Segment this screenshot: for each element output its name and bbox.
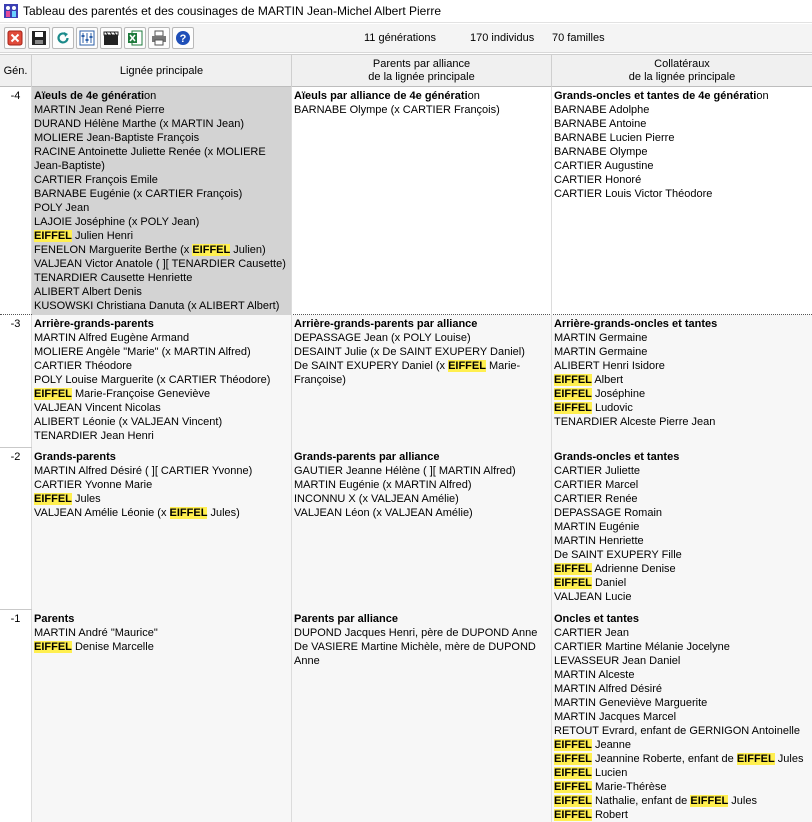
person-entry[interactable] — [554, 145, 810, 159]
text-fragment: LEVASSEUR Jean Daniel — [554, 655, 681, 667]
sliders-icon — [79, 30, 95, 46]
person-entry[interactable] — [554, 752, 810, 766]
video-button[interactable] — [100, 27, 122, 49]
text-fragment: BARNABE Olympe — [554, 146, 648, 158]
header-parents-line1: Parents par alliance — [372, 58, 471, 70]
text-fragment: DEPASSAGE Jean (x POLY Louise) — [294, 332, 471, 344]
individus-count: 170 individus — [470, 32, 535, 44]
person-entry[interactable] — [554, 173, 810, 187]
generation-number: -3 — [0, 315, 32, 447]
text-fragment: LAJOIE Joséphine (x POLY Jean) — [34, 216, 200, 228]
person-entry[interactable] — [34, 640, 289, 654]
person-entry[interactable] — [554, 415, 810, 429]
stats-bar — [364, 32, 605, 44]
floppy-icon — [31, 30, 47, 46]
text-fragment: INCONNU X (x VALJEAN Amélie) — [294, 493, 459, 505]
cell-lignee-principale[interactable] — [32, 448, 292, 610]
person-entry[interactable] — [554, 387, 810, 401]
person-entry[interactable] — [34, 415, 289, 429]
person-entry[interactable] — [294, 331, 549, 345]
person-entry[interactable] — [554, 331, 810, 345]
text-fragment: TENARDIER Causette Henriette — [34, 272, 193, 284]
group-heading — [554, 450, 810, 464]
text-fragment: VALJEAN Victor Anatole ( ][ TENARDIER Causette) — [34, 258, 286, 270]
person-entry[interactable] — [294, 103, 549, 117]
help-button[interactable] — [172, 27, 194, 49]
family-tree-icon — [3, 3, 19, 19]
highlight-eiffel: EIFFEL — [192, 244, 231, 256]
text-fragment: CARTIER Yvonne Marie — [34, 479, 153, 491]
person-entry[interactable] — [554, 401, 810, 415]
person-entry[interactable] — [34, 345, 289, 359]
person-entry[interactable] — [554, 780, 810, 794]
window-title: Tableau des parentés et des cousinages de MARTIN Jean-Michel Albert Pierre — [23, 4, 442, 18]
text-fragment: Arrière-grands-oncles et tantes — [554, 318, 718, 330]
person-entry[interactable] — [34, 229, 289, 243]
text-fragment: POLY Louise Marguerite (x CARTIER Théodore) — [34, 374, 271, 386]
person-entry[interactable] — [34, 173, 289, 187]
text-fragment: Marie-Thérèse — [591, 781, 667, 793]
cell-collateraux[interactable] — [552, 610, 812, 822]
print-button[interactable] — [148, 27, 170, 49]
text-fragment: Marie-Françoise) — [294, 360, 521, 386]
text-fragment: CARTIER Honoré — [554, 174, 642, 186]
highlight-eiffel: EIFFEL — [554, 374, 592, 386]
group-heading — [294, 317, 549, 331]
close-icon — [7, 30, 23, 46]
text-fragment: Joséphine — [591, 388, 646, 400]
person-entry[interactable] — [294, 506, 549, 520]
person-entry[interactable] — [34, 401, 289, 415]
person-entry[interactable] — [554, 373, 810, 387]
text-fragment: Jules — [71, 493, 101, 505]
text-fragment: BARNABE Adolphe — [554, 104, 650, 116]
person-entry[interactable] — [34, 215, 289, 229]
person-entry[interactable] — [34, 478, 289, 492]
person-entry[interactable] — [554, 359, 810, 373]
text-fragment: De SAINT EXUPERY Fille — [554, 549, 682, 561]
text-fragment: MARTIN Alfred Désiré ( ][ CARTIER Yvonne) — [34, 465, 253, 477]
cell-lignee-principale[interactable] — [32, 87, 292, 315]
highlight-eiffel: EIFFEL — [554, 563, 592, 575]
text-fragment: Ludovic — [591, 402, 633, 414]
text-fragment: CARTIER Louis Victor Théodore — [554, 188, 713, 200]
group-heading — [34, 612, 289, 626]
person-entry[interactable] — [34, 299, 289, 313]
text-fragment: CARTIER François Emile — [34, 174, 158, 186]
table-row[interactable] — [0, 448, 812, 610]
text-fragment: Julien) — [230, 244, 266, 256]
person-entry[interactable] — [34, 429, 289, 443]
text-fragment: CARTIER Théodore — [34, 360, 133, 372]
person-entry[interactable] — [554, 654, 810, 668]
highlight-eiffel: EIFFEL — [554, 577, 592, 589]
person-entry[interactable] — [554, 548, 810, 562]
highlight-eiffel: EIFFEL — [554, 402, 592, 414]
relatives-table[interactable] — [0, 54, 812, 822]
text-fragment: CARTIER Juliette — [554, 465, 640, 477]
text-fragment: MARTIN Alfred Eugène Armand — [34, 332, 190, 344]
cell-collateraux[interactable] — [552, 315, 812, 448]
text-fragment: Julien Henri — [71, 230, 134, 242]
group-heading — [554, 612, 810, 626]
text-fragment: Jules — [774, 753, 804, 765]
text-fragment: Adrienne Denise — [591, 563, 676, 575]
generation-number: -4 — [0, 87, 32, 314]
text-fragment: MARTIN Henriette — [554, 535, 644, 547]
text-fragment: Lucien — [591, 767, 628, 779]
header-gen[interactable]: Gén. — [0, 55, 32, 87]
save-button[interactable] — [28, 27, 50, 49]
cell-collateraux[interactable] — [552, 448, 812, 610]
highlight-eiffel: EIFFEL — [34, 388, 72, 400]
text-fragment: MARTIN Eugénie — [554, 521, 640, 533]
clapperboard-icon — [103, 30, 119, 46]
text-fragment: Denise Marcelle — [71, 641, 154, 653]
highlight-eiffel: EIFFEL — [554, 753, 592, 765]
person-entry[interactable] — [554, 590, 810, 604]
text-fragment: BARNABE Olympe (x CARTIER François) — [294, 104, 500, 116]
group-heading — [294, 89, 549, 103]
text-fragment: Robert — [591, 809, 628, 821]
person-entry[interactable] — [34, 271, 289, 285]
text-fragment: De VASIERE Martine Michèle, mère de DUPOND Anne — [294, 641, 536, 667]
text-fragment: Arrière-grands-parents par alliance — [294, 318, 478, 330]
text-fragment: Aïeuls de 4e générati — [34, 90, 145, 102]
text-fragment: Jules — [728, 795, 757, 807]
text-fragment: RETOUT Evrard, enfant de GERNIGON Antoinelle — [554, 725, 800, 737]
cell-parents-alliance[interactable] — [292, 87, 552, 315]
person-entry[interactable] — [34, 187, 289, 201]
cell-collateraux[interactable] — [552, 87, 812, 315]
generation-number: -2 — [0, 448, 32, 609]
person-entry[interactable] — [554, 534, 810, 548]
person-entry[interactable] — [34, 359, 289, 373]
text-fragment: VALJEAN Léon (x VALJEAN Amélie) — [294, 507, 473, 519]
text-fragment: TENARDIER Alceste Pierre Jean — [554, 416, 716, 428]
highlight-eiffel: EIFFEL — [34, 230, 72, 242]
group-heading — [34, 450, 289, 464]
header-collat-line2: de la lignée principale — [628, 71, 736, 83]
highlight-eiffel: EIFFEL — [169, 507, 208, 519]
text-fragment: DESAINT Julie (x De SAINT EXUPERY Daniel) — [294, 346, 525, 358]
person-entry[interactable] — [554, 464, 810, 478]
text-fragment: MARTIN André "Maurice" — [34, 627, 158, 639]
person-entry[interactable] — [554, 576, 810, 590]
person-entry[interactable] — [294, 478, 549, 492]
group-heading — [294, 612, 549, 626]
group-heading — [34, 317, 289, 331]
text-fragment: o — [144, 90, 151, 102]
excel-icon — [127, 30, 143, 46]
person-entry[interactable] — [34, 145, 289, 173]
text-fragment: MARTIN Geneviève Marguerite — [554, 697, 708, 709]
text-fragment: MARTIN Jacques Marcel — [554, 711, 677, 723]
person-entry[interactable] — [554, 668, 810, 682]
person-entry[interactable] — [554, 117, 810, 131]
person-entry[interactable] — [554, 159, 810, 173]
text-fragment: on — [756, 90, 769, 102]
header-collat-line1: Collatéraux — [654, 58, 710, 70]
group-heading — [34, 89, 289, 103]
text-fragment: FENELON Marguerite Berthe (x — [34, 244, 193, 256]
person-entry[interactable] — [34, 626, 289, 640]
text-fragment: CARTIER Augustine — [554, 160, 654, 172]
text-fragment: DURAND Hélène Marthe (x MARTIN Jean) — [34, 118, 245, 130]
excel-button[interactable] — [124, 27, 146, 49]
highlight-eiffel: EIFFEL — [690, 795, 729, 807]
text-fragment: ALIBERT Léonie (x VALJEAN Vincent) — [34, 416, 223, 428]
close-button[interactable] — [4, 27, 26, 49]
text-fragment: ALIBERT Henri Isidore — [554, 360, 665, 372]
text-fragment: Aïeuls par alliance de 4e générati — [294, 90, 468, 102]
person-entry[interactable] — [554, 187, 810, 201]
printer-icon — [151, 30, 167, 46]
title-bar — [0, 0, 812, 23]
toolbar — [0, 24, 812, 53]
text-fragment: Albert — [591, 374, 624, 386]
table-row[interactable] — [0, 315, 812, 448]
text-fragment: MOLIERE Jean-Baptiste François — [34, 132, 200, 144]
text-fragment: VALJEAN Amélie Léonie (x — [34, 507, 170, 519]
text-fragment: POLY Jean — [34, 202, 90, 214]
person-entry[interactable] — [294, 464, 549, 478]
text-fragment: BARNABE Lucien Pierre — [554, 132, 675, 144]
text-fragment: MARTIN Alfred Désiré — [554, 683, 662, 695]
person-entry[interactable] — [554, 724, 810, 738]
person-entry[interactable] — [554, 506, 810, 520]
header-parents-alliance[interactable] — [292, 55, 552, 87]
person-entry[interactable] — [554, 808, 810, 822]
person-entry[interactable] — [554, 766, 810, 780]
person-entry[interactable] — [554, 345, 810, 359]
person-entry[interactable] — [34, 257, 289, 271]
text-fragment: BARNABE Antoine — [554, 118, 647, 130]
table-header — [0, 55, 812, 87]
text-fragment: DEPASSAGE Romain — [554, 507, 663, 519]
person-entry[interactable] — [554, 696, 810, 710]
person-entry[interactable] — [554, 562, 810, 576]
text-fragment: DUPOND Jacques Henri, père de DUPOND Anne — [294, 627, 538, 639]
person-entry[interactable] — [554, 131, 810, 145]
refresh-button[interactable] — [52, 27, 74, 49]
text-fragment: Oncles et tantes — [554, 613, 639, 625]
person-entry[interactable] — [294, 345, 549, 359]
generation-number: -1 — [0, 610, 32, 822]
text-fragment: Nathalie, enfant de — [591, 795, 691, 807]
text-fragment: VALJEAN Vincent Nicolas — [34, 402, 161, 414]
text-fragment: Jeannine Roberte, enfant de — [591, 753, 737, 765]
group-heading — [294, 450, 549, 464]
person-entry[interactable] — [554, 478, 810, 492]
person-entry[interactable] — [554, 682, 810, 696]
group-heading — [554, 89, 810, 103]
table-row[interactable] — [0, 610, 812, 822]
highlight-eiffel: EIFFEL — [554, 388, 592, 400]
generations-count: 11 générations — [364, 32, 436, 44]
familles-count: 70 familles — [552, 32, 605, 44]
text-fragment: Jeanne — [591, 739, 632, 751]
text-fragment: CARTIER Martine Mélanie Jocelyne — [554, 641, 730, 653]
highlight-eiffel: EIFFEL — [34, 493, 72, 505]
header-lignee[interactable]: Lignée principale — [32, 55, 292, 87]
person-entry[interactable] — [554, 492, 810, 506]
refresh-icon — [55, 30, 71, 46]
text-fragment: Daniel — [591, 577, 627, 589]
person-entry[interactable] — [34, 117, 289, 131]
text-fragment: Grands-oncles et tantes de 4e générati — [554, 90, 757, 102]
highlight-eiffel: EIFFEL — [448, 360, 486, 372]
text-fragment: MARTIN Jean René Pierre — [34, 104, 165, 116]
text-fragment: CARTIER Renée — [554, 493, 638, 505]
person-entry[interactable] — [554, 710, 810, 724]
settings-button[interactable] — [76, 27, 98, 49]
cell-parents-alliance[interactable] — [292, 315, 552, 448]
highlight-eiffel: EIFFEL — [554, 795, 592, 807]
text-fragment: CARTIER Marcel — [554, 479, 639, 491]
person-entry[interactable] — [34, 464, 289, 478]
person-entry[interactable] — [294, 492, 549, 506]
person-entry[interactable] — [34, 331, 289, 345]
person-entry[interactable] — [34, 506, 289, 520]
text-fragment: RACINE Antoinette Juliette Renée (x MOLIERE Jean-Baptiste) — [34, 146, 266, 172]
text-fragment: Parents — [34, 613, 75, 625]
text-fragment: MOLIERE Angèle "Marie" (x MARTIN Alfred) — [34, 346, 251, 358]
help-icon — [175, 30, 191, 46]
text-fragment: BARNABE Eugénie (x CARTIER François) — [34, 188, 243, 200]
text-fragment: TENARDIER Jean Henri — [34, 430, 154, 442]
person-entry[interactable] — [34, 387, 289, 401]
text-fragment: MARTIN Germaine — [554, 332, 648, 344]
table-row[interactable] — [0, 87, 812, 315]
text-fragment: KUSOWSKI Christiana Danuta (x ALIBERT Albert) — [34, 300, 280, 312]
highlight-eiffel: EIFFEL — [736, 753, 775, 765]
highlight-eiffel: EIFFEL — [554, 739, 592, 751]
text-fragment: MARTIN Eugénie (x MARTIN Alfred) — [294, 479, 472, 491]
person-entry[interactable] — [294, 359, 549, 387]
text-fragment: Arrière-grands-parents — [34, 318, 154, 330]
person-entry[interactable] — [34, 285, 289, 299]
person-entry[interactable] — [34, 492, 289, 506]
text-fragment: VALJEAN Lucie — [554, 591, 632, 603]
header-parents-line2: de la lignée principale — [368, 71, 475, 83]
text-fragment: ALIBERT Albert Denis — [34, 286, 142, 298]
text-fragment: Grands-parents — [34, 451, 116, 463]
text-fragment: Jules) — [207, 507, 240, 519]
text-fragment: MARTIN Germaine — [554, 346, 648, 358]
text-fragment: GAUTIER Jeanne Hélène ( ][ MARTIN Alfred) — [294, 465, 516, 477]
person-entry[interactable] — [294, 640, 549, 668]
svg-text:?: ? — [179, 33, 187, 45]
text-fragment: Marie-Françoise Geneviève — [71, 388, 211, 400]
person-entry[interactable] — [554, 626, 810, 640]
person-entry[interactable] — [34, 103, 289, 117]
highlight-eiffel: EIFFEL — [34, 641, 72, 653]
text-fragment: Parents par alliance — [294, 613, 398, 625]
person-entry[interactable] — [34, 131, 289, 145]
cell-lignee-principale[interactable] — [32, 610, 292, 822]
group-heading — [554, 317, 810, 331]
text-fragment: CARTIER Jean — [554, 627, 629, 639]
cell-lignee-principale[interactable] — [32, 315, 292, 448]
text-fragment: MARTIN Alceste — [554, 669, 635, 681]
person-entry[interactable] — [34, 373, 289, 387]
person-entry[interactable] — [554, 794, 810, 808]
cell-parents-alliance[interactable] — [292, 448, 552, 610]
text-fragment: Grands-parents par alliance — [294, 451, 440, 463]
person-entry[interactable] — [554, 640, 810, 654]
person-entry[interactable] — [34, 201, 289, 215]
person-entry[interactable] — [554, 738, 810, 752]
header-collateraux[interactable] — [552, 55, 812, 87]
person-entry[interactable] — [34, 243, 289, 257]
text-fragment: De SAINT EXUPERY Daniel (x — [294, 360, 449, 372]
highlight-eiffel: EIFFEL — [554, 767, 592, 779]
highlight-eiffel: EIFFEL — [554, 781, 592, 793]
cell-parents-alliance[interactable] — [292, 610, 552, 822]
person-entry[interactable] — [294, 626, 549, 640]
person-entry[interactable] — [554, 520, 810, 534]
text-fragment: Grands-oncles et tantes — [554, 451, 680, 463]
person-entry[interactable] — [554, 103, 810, 117]
text-fragment: n — [150, 90, 157, 102]
text-fragment: on — [467, 90, 480, 102]
highlight-eiffel: EIFFEL — [554, 809, 592, 821]
